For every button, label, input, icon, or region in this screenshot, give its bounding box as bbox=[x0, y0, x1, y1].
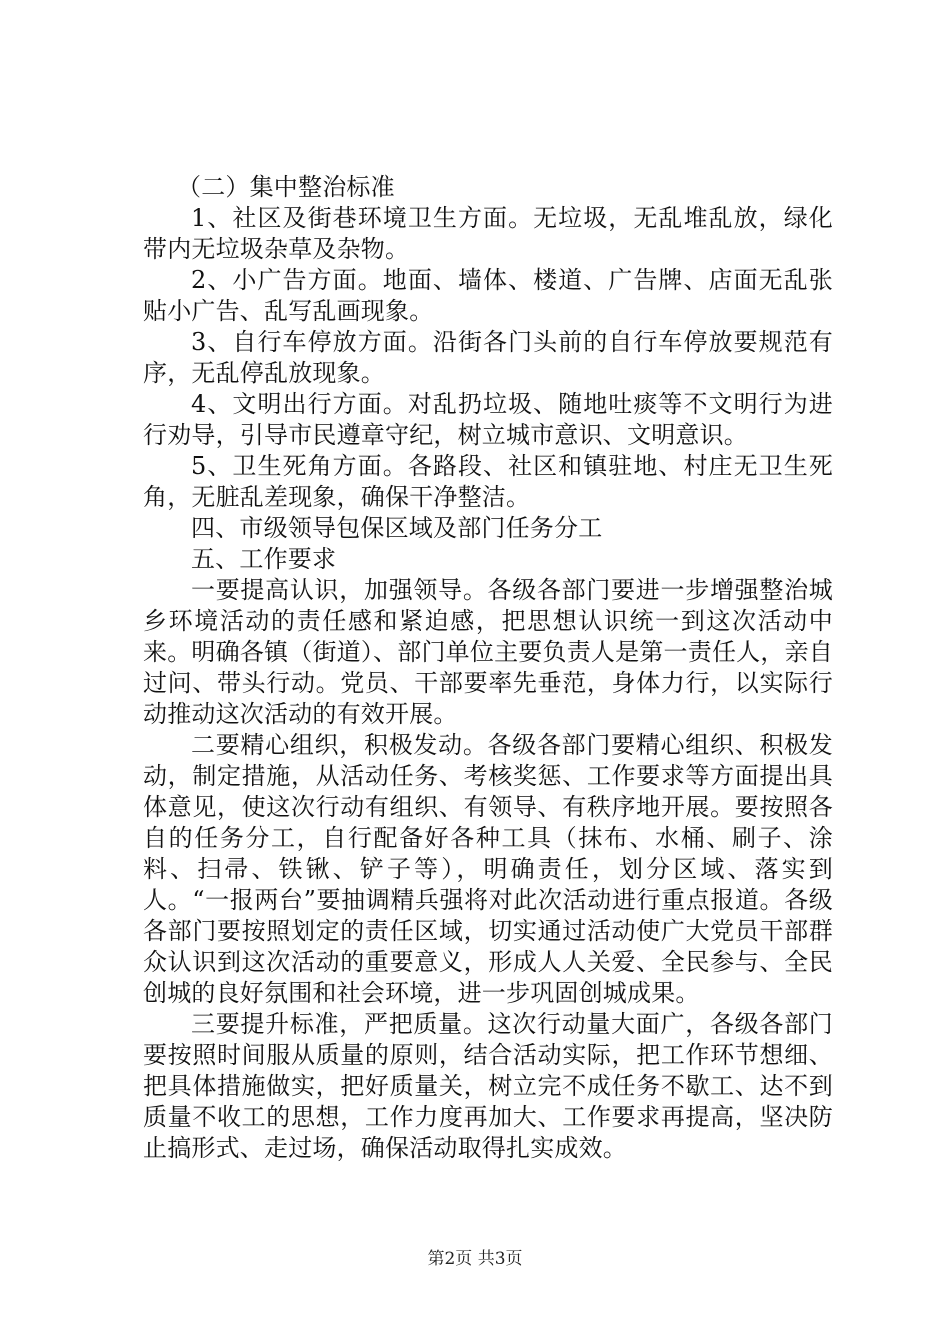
page-number-footer: 第2页 共3页 bbox=[427, 1249, 523, 1269]
paragraph-requirement-two: 二要精心组织，积极发动。各级各部门要精心组织、积极发动，制定措施，从活动任务、考核奖惩、工作要求等方面提出具体意见，使这次行动有组织、有领导、有秩序地开展。要按照各自的任务分工，自行配备好各种工具（抹布、水桶、刷子、涂料、扫帚、铁锹、铲子等），明确责任，划分区域、落实到人。“一报两台”要抽调精兵强将对此次活动进行重点报道。各级各部门要按照划定的责任区域，切实通过活动使广大党员干部群众认识到这次活动的重要意义，形成人人关爱、全民参与、全民创城的良好氛围和社会环境，进一步巩固创城成果。 bbox=[143, 731, 833, 1007]
paragraph-civilized-travel: 4、文明出行方面。对乱扔垃圾、随地吐痰等不文明行为进行劝导，引导市民遵章守纪，树立城市意识、文明意识。 bbox=[143, 390, 833, 449]
paragraph-small-ads: 2、小广告方面。地面、墙体、楼道、广告牌、店面无乱张贴小广告、乱写乱画现象。 bbox=[143, 266, 833, 325]
paragraph-bicycle-parking: 3、自行车停放方面。沿街各门头前的自行车停放要规范有序，无乱停乱放现象。 bbox=[143, 328, 833, 387]
paragraph-requirement-one: 一要提高认识，加强领导。各级各部门要进一步增强整治城乡环境活动的责任感和紧迫感，把思想认识统一到这次活动中来。明确各镇（街道）、部门单位主要负责人是第一责任人，亲自过问、带头行动。党员、干部要率先垂范，身体力行，以实际行动推动这次活动的有效开展。 bbox=[143, 576, 833, 728]
paragraph-hygiene-corners: 5、卫生死角方面。各路段、社区和镇驻地、村庄无卫生死角，无脏乱差现象，确保干净整洁。 bbox=[143, 452, 833, 511]
section-heading-leadership-division: 四、市级领导包保区域及部门任务分工 bbox=[191, 514, 603, 542]
document-body bbox=[143, 172, 833, 1164]
paragraph-community-hygiene: 1、社区及街巷环境卫生方面。无垃圾，无乱堆乱放，绿化带内无垃圾杂草及杂物。 bbox=[143, 204, 833, 263]
section-heading-standards: （二）集中整治标准 bbox=[177, 173, 395, 201]
section-heading-work-requirements: 五、工作要求 bbox=[191, 545, 337, 573]
paragraph-requirement-three: 三要提升标准，严把质量。这次行动量大面广，各级各部门要按照时间服从质量的原则，结合活动实际，把工作环节想细、把具体措施做实，把好质量关，树立完不成任务不歇工、达不到质量不收工的思想，工作力度再加大、工作要求再提高，坚决防止搞形式、走过场，确保活动取得扎实成效。 bbox=[143, 1010, 833, 1162]
